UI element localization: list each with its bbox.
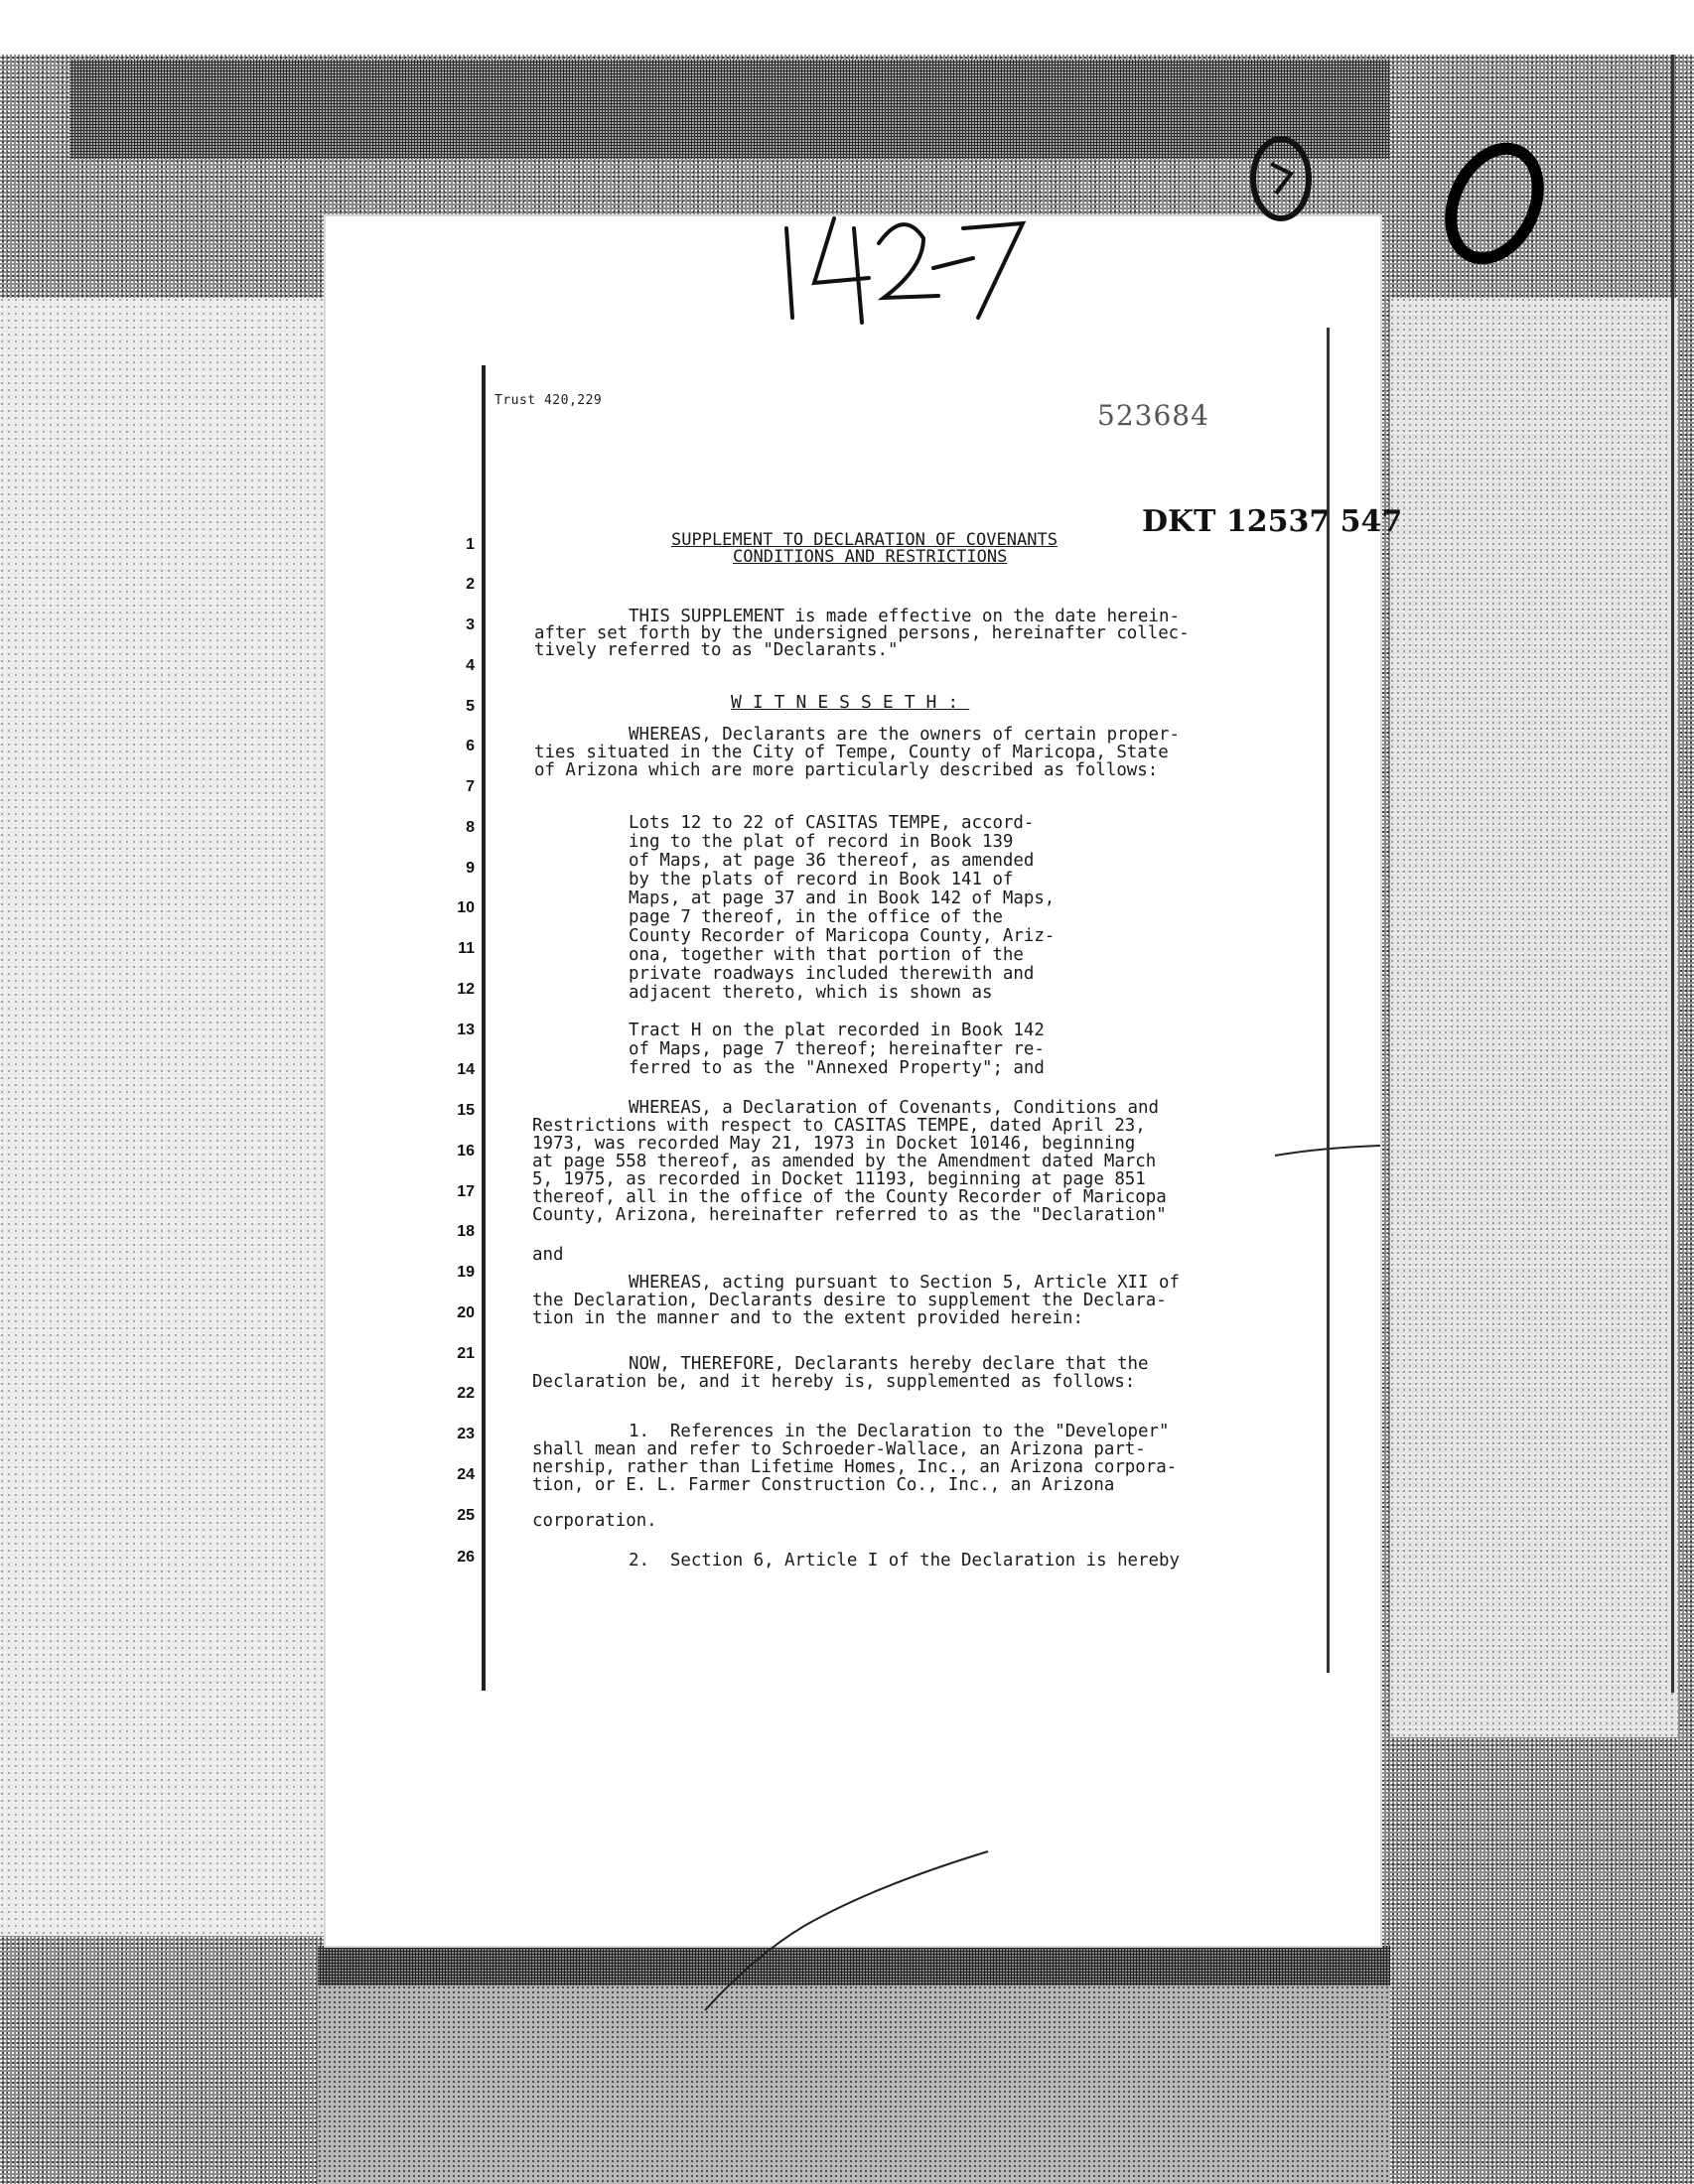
numbered-item: tion, or E. L. Farmer Construction Co., Inc., an Arizona — [532, 1475, 1115, 1495]
legal-description: by the plats of record in Book 141 of — [629, 870, 1014, 889]
left-margin-rule — [482, 365, 486, 1691]
line-number: 7 — [466, 778, 475, 795]
whereas-paragraph: County, Arizona, hereinafter referred to as the "Declaration" — [532, 1205, 1167, 1225]
intro-text: after set forth by the undersigned persons, hereinafter collec- — [534, 623, 1190, 643]
scan-bottom-noise — [318, 1985, 1390, 2184]
recording-stamp-number: 523684 — [1097, 399, 1209, 432]
line-number: 23 — [457, 1426, 475, 1442]
line-number: 11 — [458, 940, 475, 957]
line-number: 19 — [457, 1264, 475, 1281]
document-title-line2: CONDITIONS AND RESTRICTIONS — [733, 547, 1008, 567]
line-number: 24 — [457, 1466, 475, 1483]
handwritten-page-number — [775, 199, 1043, 328]
legal-description: adjacent thereto, which is shown as — [629, 983, 993, 1003]
handwritten-circle-mark — [1241, 129, 1321, 228]
legal-description: County Recorder of Maricopa County, Ariz- — [629, 926, 1056, 946]
line-number: 3 — [466, 616, 475, 633]
line-number: 2 — [466, 576, 475, 593]
docket-stamp: DKT 12537 547 — [1142, 504, 1403, 539]
whereas-paragraph: WHEREAS, acting pursuant to Section 5, Article XII of — [629, 1273, 1180, 1293]
intro-text: tively referred to as "Declarants." — [534, 640, 899, 660]
trust-number: Trust 420,229 — [494, 393, 603, 408]
whereas-paragraph: WHEREAS, a Declaration of Covenants, Conditions and — [629, 1098, 1159, 1118]
line-number: 18 — [457, 1223, 475, 1240]
now-therefore-paragraph: Declaration be, and it hereby is, supplemented as follows: — [532, 1372, 1136, 1392]
line-number: 9 — [466, 860, 475, 877]
handwritten-oval-mark — [1440, 134, 1549, 273]
line-number: 16 — [457, 1143, 475, 1160]
whereas-paragraph: 5, 1975, as recorded in Docket 11193, beginning at page 851 — [532, 1169, 1146, 1189]
whereas-paragraph: ties situated in the City of Tempe, County of Maricopa, State — [534, 743, 1169, 762]
bottom-pen-stroke — [695, 1846, 993, 2015]
whereas-paragraph: 1973, was recorded May 21, 1973 in Docket 10146, beginning — [532, 1134, 1136, 1154]
line-number: 12 — [457, 981, 475, 998]
numbered-item: corporation. — [532, 1511, 657, 1531]
whereas-paragraph: WHEREAS, Declarants are the owners of certain proper- — [629, 725, 1180, 745]
whereas-paragraph: tion in the manner and to the extent provided herein: — [532, 1308, 1083, 1328]
legal-description: of Maps, page 7 thereof; hereinafter re- — [629, 1039, 1045, 1059]
whereas-paragraph: Restrictions with respect to CASITAS TEMPE, dated April 23, — [532, 1116, 1146, 1136]
line-number: 17 — [457, 1183, 475, 1200]
numbered-item: nership, rather than Lifetime Homes, Inc., an Arizona corpora- — [532, 1457, 1178, 1477]
line-number: 1 — [466, 536, 475, 553]
numbered-item: 2. Section 6, Article I of the Declaration is hereby — [629, 1551, 1180, 1570]
legal-description: Lots 12 to 22 of CASITAS TEMPE, accord- — [629, 813, 1035, 833]
now-therefore-paragraph: NOW, THEREFORE, Declarants hereby declare that the — [629, 1354, 1149, 1374]
line-number: 21 — [457, 1345, 475, 1362]
line-number: 22 — [457, 1385, 475, 1402]
scan-top-band — [70, 60, 1390, 159]
legal-description: ona, together with that portion of the — [629, 945, 1024, 965]
legal-description: Tract H on the plat recorded in Book 142 — [629, 1021, 1045, 1040]
line-number: 13 — [457, 1022, 475, 1038]
line-number: 5 — [466, 698, 475, 715]
scan-noise-left — [0, 298, 328, 1936]
line-number: 25 — [457, 1507, 475, 1524]
legal-description: ferred to as the "Annexed Property"; and — [629, 1058, 1045, 1078]
whereas-paragraph: thereof, all in the office of the County Recorder of Maricopa — [532, 1187, 1167, 1207]
line-number: 20 — [457, 1304, 475, 1321]
whereas-paragraph: at page 558 thereof, as amended by the Amendment dated March — [532, 1152, 1157, 1171]
numbered-item: 1. References in the Declaration to the "Developer" — [629, 1422, 1170, 1441]
witnesseth-heading: WITNESSETH: — [731, 692, 970, 713]
scan-noise-right — [1390, 298, 1678, 1737]
line-number: 6 — [466, 738, 475, 754]
legal-description: of Maps, at page 36 thereof, as amended — [629, 851, 1035, 871]
legal-description: ing to the plat of record in Book 139 — [629, 832, 1014, 852]
scan-edge-line — [1671, 55, 1674, 1693]
line-number: 10 — [457, 899, 475, 916]
line-number: 14 — [457, 1061, 475, 1078]
legal-description: page 7 thereof, in the office of the — [629, 907, 1003, 927]
line-number: 26 — [457, 1549, 475, 1566]
numbered-item: shall mean and refer to Schroeder-Wallace, an Arizona part- — [532, 1439, 1146, 1459]
line-number: 15 — [457, 1102, 475, 1119]
legal-description: Maps, at page 37 and in Book 142 of Maps, — [629, 888, 1056, 908]
whereas-paragraph: and — [532, 1245, 564, 1265]
legal-description: private roadways included therewith and — [629, 964, 1035, 984]
intro-text: THIS SUPPLEMENT is made effective on the date herein- — [629, 607, 1180, 626]
line-number: 4 — [466, 657, 475, 674]
line-number: 8 — [466, 819, 475, 836]
document-title-line1: SUPPLEMENT TO DECLARATION OF COVENANTS — [671, 530, 1058, 550]
whereas-paragraph: the Declaration, Declarants desire to supplement the Declara- — [532, 1291, 1167, 1310]
whereas-paragraph: of Arizona which are more particularly described as follows: — [534, 760, 1159, 780]
